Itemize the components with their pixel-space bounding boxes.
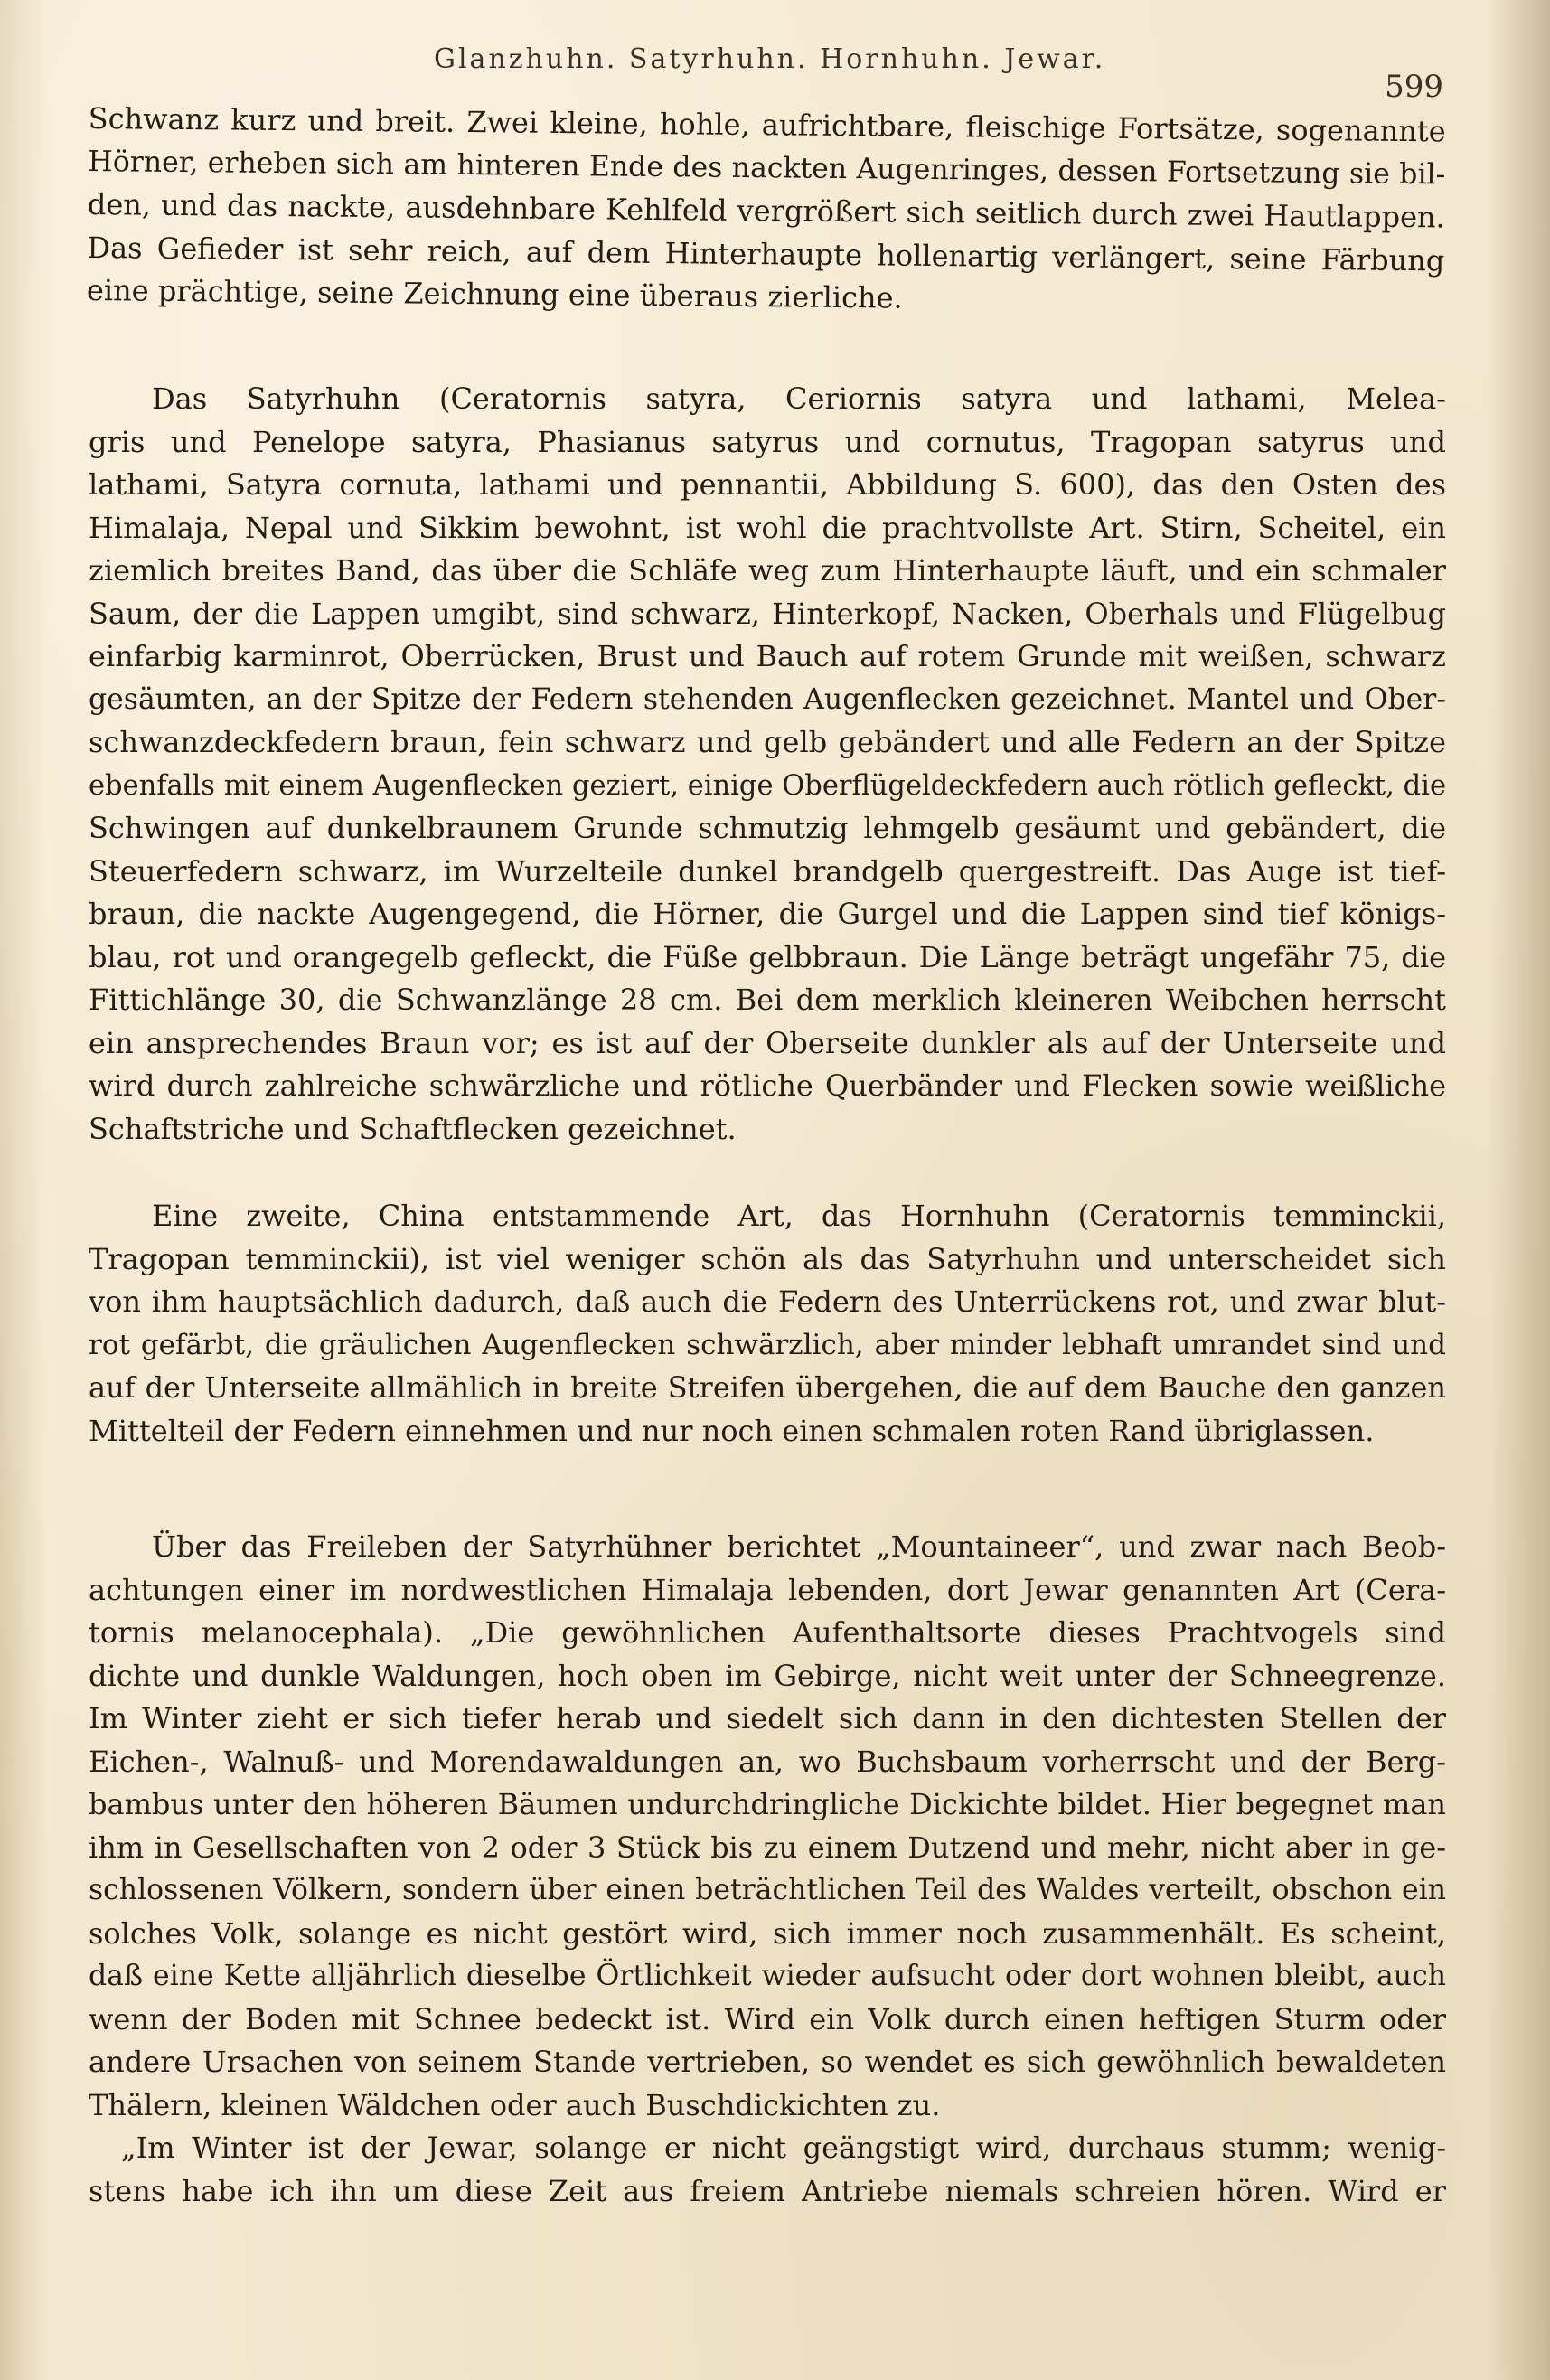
text-line: achtungen einer im nordwestlichen Himalaja lebenden, dort Jewar genannten Art (Cera- bbox=[89, 1572, 1446, 1607]
text-line: wird durch zahlreiche schwärzliche und rötliche Querbänder und Flecken sowie weißliche bbox=[89, 1068, 1446, 1103]
text-line: Fittichlänge 30, die Schwanzlänge 28 cm. Bei dem merklich kleineren Weibchen herrscht bbox=[89, 983, 1446, 1017]
text-line: blau, rot und orangegelb gefleckt, die Füße gelbbraun. Die Länge beträgt ungefähr 75, die bbox=[89, 939, 1446, 974]
text-line: schlossenen Völkern, sondern über einen beträchtlichen Teil des Waldes verteilt, obschon ein bbox=[89, 1874, 1446, 1906]
paragraph-glanzhuhn-description bbox=[87, 98, 1446, 325]
text-line: solches Volk, solange es nicht gestört wird, sich immer noch zusammenhält. Es scheint, bbox=[89, 1915, 1446, 1951]
text-line: einfarbig karminrot, Oberrücken, Brust und Bauch auf rotem Grunde mit weißen, schwarz bbox=[89, 639, 1446, 673]
text-line: gris und Penelope satyra, Phasianus satyrus und cornutus, Tragopan satyrus und bbox=[89, 424, 1446, 459]
text-line: Das Gefieder ist sehr reich, auf dem Hinterhaupte hollenartig verlängert, seine Färbung bbox=[87, 230, 1445, 278]
text-line: Tragopan temminckii), ist viel weniger schön als das Satyrhuhn und unterscheidet sich bbox=[89, 1241, 1446, 1276]
text-line: Schwanz kurz und breit. Zwei kleine, hohle, aufrichtbare, fleischige Fortsätze, sogenannte bbox=[88, 100, 1446, 149]
text-line: eine prächtige, seine Zeichnung eine überaus zierliche. bbox=[86, 272, 903, 315]
text-line: Schwingen auf dunkelbraunem Grunde schmutzig lehmgelb gesäumt und gebändert, die bbox=[89, 811, 1446, 845]
text-line: Über das Freileben der Satyrhühner berichtet „Mountaineer“, und zwar nach Beob- bbox=[152, 1529, 1446, 1564]
text-line: andere Ursachen von seinem Stande vertrieben, so wendet es sich gewöhnlich bewaldeten bbox=[89, 2045, 1446, 2079]
paragraph-freileben bbox=[89, 1526, 1446, 2213]
text-line: ein ansprechendes Braun vor; es ist auf der Oberseite dunkler als auf der Unterseite und bbox=[89, 1025, 1446, 1060]
text-line: den, und das nackte, ausdehnbare Kehlfeld vergrößert sich seitlich durch zwei Hautlappen. bbox=[87, 186, 1445, 235]
page-number: 599 bbox=[1385, 69, 1443, 105]
paragraph-hornhuhn bbox=[89, 1195, 1446, 1453]
text-line: auf der Unterseite allmählich in breite Streifen übergehen, die auf dem Bauche den ganzen bbox=[89, 1370, 1446, 1405]
text-line: daß eine Kette alljährlich dieselbe Örtlichkeit wieder aufsucht oder dort wohnen bleibt, auch bbox=[89, 1960, 1446, 1992]
text-line: Mittelteil der Federn einnehmen und nur noch einen schmalen roten Rand übriglassen. bbox=[89, 1413, 1375, 1448]
text-line: „Im Winter ist der Jewar, solange er nicht geängstigt wird, durchaus stumm; wenig- bbox=[121, 2131, 1446, 2165]
text-line: dichte und dunkle Waldungen, hoch oben im Gebirge, nicht weit unter der Schneegrenze. bbox=[89, 1658, 1446, 1693]
text-line: schwanzdeckfedern braun, fein schwarz und gelb gebändert und alle Federn an der Spitze bbox=[89, 725, 1446, 759]
text-line: braun, die nackte Augengegend, die Hörner, die Gurgel und die Lappen sind tief königs- bbox=[89, 897, 1446, 931]
running-head: Glanzhuhn. Satyrhuhn. Hornhuhn. Jewar. bbox=[434, 43, 1106, 75]
paragraph-satyrhuhn bbox=[89, 378, 1446, 1151]
text-line: von ihm hauptsächlich dadurch, daß auch die Federn des Unterrückens rot, und zwar blut- bbox=[89, 1284, 1446, 1319]
text-line: Hörner, erheben sich am hinteren Ende des nackten Augenringes, dessen Fortsetzung sie bil- bbox=[88, 145, 1446, 191]
text-line: Himalaja, Nepal und Sikkim bewohnt, ist wohl die prachtvollste Art. Stirn, Scheitel, ein bbox=[89, 510, 1446, 545]
text-line: Steuerfedern schwarz, im Wurzelteile dunkel brandgelb quergestreift. Das Auge ist tief- bbox=[89, 853, 1446, 889]
text-line: Thälern, kleinen Wäldchen oder auch Buschdickichten zu. bbox=[89, 2087, 941, 2122]
text-line: wenn der Boden mit Schnee bedeckt ist. Wird ein Volk durch einen heftigen Sturm oder bbox=[89, 2001, 1446, 2037]
text-line: Im Winter zieht er sich tiefer herab und siedelt sich dann in den dichtesten Stellen der bbox=[89, 1701, 1446, 1736]
text-line: Eine zweite, China entstammende Art, das Hornhuhn (Ceratornis temminckii, bbox=[152, 1199, 1446, 1233]
text-line: rot gefärbt, die gräulichen Augenflecken schwärzlich, aber minder lebhaft umrandet sind und bbox=[89, 1328, 1446, 1361]
text-line: tornis melanocephala). „Die gewöhnlichen Aufenthaltsorte dieses Prachtvogels sind bbox=[89, 1615, 1446, 1650]
text-line: ziemlich breites Band, das über die Schläfe weg zum Hinterhaupte läuft, und ein schmaler bbox=[89, 553, 1446, 588]
text-line: Saum, der die Lappen umgibt, sind schwarz, Hinterkopf, Nacken, Oberhals und Flügelbug bbox=[89, 596, 1446, 631]
text-line: ihm in Gesellschaften von 2 oder 3 Stück bis zu einem Dutzend und mehr, nicht aber in ge- bbox=[89, 1830, 1446, 1865]
text-line: ebenfalls mit einem Augenflecken geziert, einige Oberflügeldeckfedern auch rötlich gefleckt, die bbox=[89, 769, 1446, 802]
text-line: Eichen-, Walnuß- und Morendawaldungen an, wo Buchsbaum vorherrscht und der Berg- bbox=[89, 1744, 1446, 1779]
text-line: gesäumten, an der Spitze der Federn stehenden Augenflecken gezeichnet. Mantel und Ober- bbox=[89, 682, 1446, 716]
text-line: stens habe ich ihn um diese Zeit aus freiem Antriebe niemals schreien hören. Wird er bbox=[89, 2173, 1446, 2208]
text-line: lathami, Satyra cornuta, lathami und pennantii, Abbildung S. 600), das den Osten des bbox=[89, 467, 1446, 502]
text-line: Das Satyrhuhn (Ceratornis satyra, Ceriornis satyra und lathami, Melea- bbox=[152, 381, 1446, 416]
text-line: bambus unter den höheren Bäumen undurchdringliche Dickichte bildet. Hier begegnet man bbox=[89, 1787, 1446, 1821]
text-line: Schaftstriche und Schaftflecken gezeichnet. bbox=[89, 1111, 737, 1146]
